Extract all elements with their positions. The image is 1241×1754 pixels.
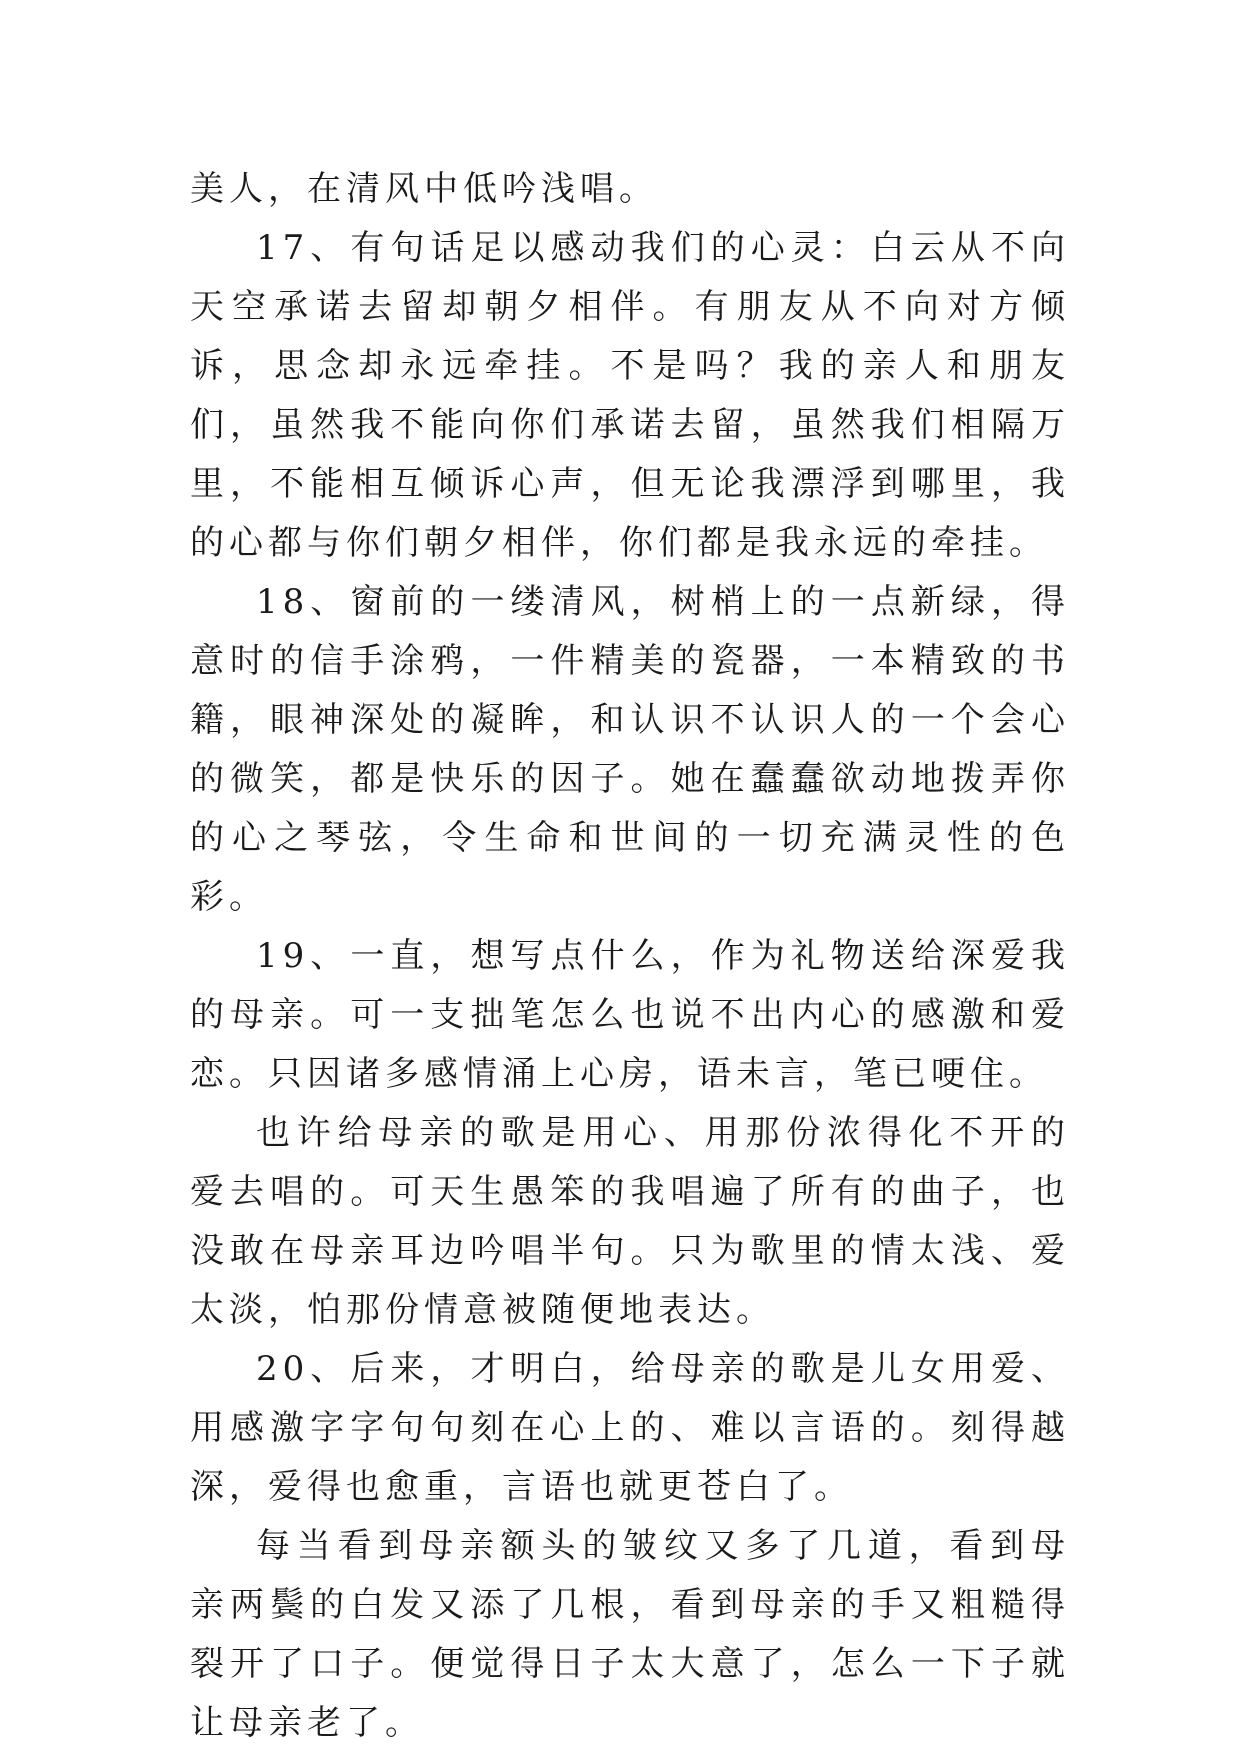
paragraph-item-17: 17、有句话足以感动我们的心灵：白云从不向天空承诺去留却朝夕相伴。有朋友从不向对方倾诉，思念却永远牵挂。不是吗？我的亲人和朋友们，虽然我不能向你们承诺去留，虽然我们相隔万里，不能相互倾诉心声，但无论我漂浮到哪里，我的心都与你们朝夕相伴，你们都是我永远的牵挂。 [190, 228, 1070, 563]
paragraph-mother-song: 也许给母亲的歌是用心、用那份浓得化不开的爱去唱的。可天生愚笨的我唱遍了所有的曲子，也没敢在母亲耳边吟唱半句。只为歌里的情太浅、爱太淡，怕那份情意被随便地表达。 [190, 1113, 1070, 1330]
paragraph-mother-aging: 每当看到母亲额头的皱纹又多了几道，看到母亲两鬓的白发又添了几根，看到母亲的手又粗糙得裂开了口子。便觉得日子太大意了，怎么一下子就让母亲老了。 [190, 1526, 1070, 1743]
document-body [190, 160, 1070, 1753]
paragraph-item-18: 18、窗前的一缕清风，树梢上的一点新绿，得意时的信手涂鸦，一件精美的瓷器，一本精致的书籍，眼神深处的凝眸，和认识不认识人的一个会心的微笑，都是快乐的因子。她在蠢蠢欲动地拨弄你的心之琴弦，令生命和世间的一切充满灵性的色彩。 [190, 582, 1070, 917]
paragraph-item-19: 19、一直，想写点什么，作为礼物送给深爱我的母亲。可一支拙笔怎么也说不出内心的感激和爱恋。只因诸多感情涌上心房，语未言，笔已哽住。 [190, 936, 1070, 1094]
paragraph-item-20: 20、后来，才明白，给母亲的歌是儿女用爱、用感激字字句句刻在心上的、难以言语的。刻得越深，爱得也愈重，言语也就更苍白了。 [190, 1349, 1070, 1507]
paragraph-continued: 美人，在清风中低吟浅唱。 [190, 169, 658, 209]
